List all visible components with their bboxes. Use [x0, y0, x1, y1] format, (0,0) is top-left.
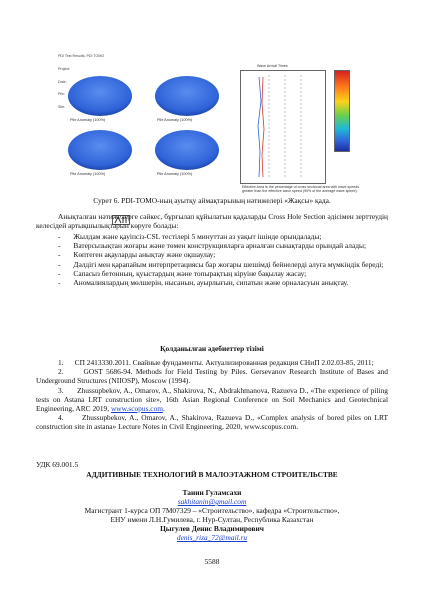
bullet-list	[36, 232, 388, 287]
reference-text: СП 2413330.2011. Свайные фундаменты. Актуализированная редакция СНиП 2.02.03-85, 2011;	[74, 358, 374, 367]
list-item-text: Жылдам және қауіпсіз-CSL тестілері 5 минуттан аз уақыт ішінде орындалады;	[73, 232, 322, 241]
plot-lines	[241, 71, 325, 183]
tomo-circle-2	[155, 76, 219, 116]
reference-text: Zhussupbekov, A., Omarov, A., Shakirova, N., Abdrakhmanova, Razueva D., «The experience of piling tests on Astana LRT construction site», 16th Asian Regional Conference on Soil Mechanics and Geotechnical Engineering, ARC 2019,	[36, 385, 388, 414]
reference-number: 3.	[58, 385, 64, 395]
author-name: Танин Гуламсахи	[182, 488, 242, 497]
reference-text: Zhussupbekov, A., Omarov, A., Shakirova, Razueva D., «Complex analysis of bored piles on LRT construction site in astana» Lecture Notes in Civil Engineering, 2020, www.scopus.com.	[36, 413, 388, 432]
affiliation-line: Магистрант 1-курса ОП 7М07329 – «Строительство», кафедра «Строительство»,	[84, 506, 340, 515]
figure-caption: Сурет 6. PDI-TOMO-ның ауытқу аймақтарының нәтижелері «Жақсы» қада.	[93, 196, 331, 205]
bullet-marker: -	[58, 268, 61, 278]
bullet-marker: -	[58, 278, 61, 288]
list-item	[36, 260, 388, 269]
tomo-circle-3	[68, 130, 132, 170]
circle-label: Pile Anomaly (100%)	[157, 172, 193, 176]
page-number: 5588	[204, 557, 220, 566]
bullet-marker: -	[58, 259, 61, 269]
list-item-text: Дәлдігі мен қарапайым интерпретациясы бар жоғары шешімді бейнелерді алуға мүмкіндік береді;	[73, 259, 384, 269]
affiliation-line: ЕНУ имени Л.Н.Гумилева, г. Нур-Султан, Республика Казахстан	[110, 515, 314, 524]
figure-header-line: Pile:	[58, 92, 65, 97]
list-item-text: Ватерсызықтан жоғары және төмен конструкцияларға арналған сынақтарды орындай алады;	[73, 241, 366, 251]
reference-number: 4.	[58, 413, 64, 423]
figure-header-line: PDI Test Results, PDI TOMO	[58, 54, 105, 59]
list-item-text: Аномалиялардың мөлшерін, нысанын, ауырлығын, сипатын және орналасуын анықтау.	[73, 278, 349, 288]
circle-label: Pile Anomaly (100%)	[70, 118, 106, 122]
body-paragraph: Анықталған нәтижелерге сәйкес, бұрғылап құйылатын қадаларды Cross Hole Section әдісімен зерттеудің келесідей артықшылықтарын көруге болады:	[36, 212, 388, 231]
udk-code: УДК 69.001.5	[36, 460, 79, 469]
bullet-marker: -	[58, 232, 61, 241]
reference-text: GOST 5686-94. Methods for Field Testing by Piles. Gersevanov Research Institute of Bases and Underground Structures (NIIOSP), Moscow (1994).	[36, 367, 388, 386]
wave-plot	[240, 64, 326, 184]
references-list	[36, 358, 388, 432]
author-name: Цыгулев Денис Владимирович	[160, 524, 264, 533]
list-item	[36, 232, 388, 241]
bullet-marker: -	[58, 241, 61, 251]
tomo-circle-1	[68, 76, 132, 116]
figure-small-caption: Effective Area is the percentage of cross sectional area with wave speeds greater than the effective wave speed (90% of the average wave speed).	[242, 185, 359, 194]
tomography-circles	[52, 40, 232, 190]
list-item-text: Көптеген ақауларды анықтау және оқшаулау;	[73, 250, 216, 260]
author-email	[36, 497, 388, 506]
author-email	[36, 533, 388, 542]
reference-item	[36, 413, 388, 431]
article-title: АДДИТИВНЫЕ ТЕХНОЛОГИЙ В МАЛОЭТАЖНОМ СТРОИТЕЛЬСТВЕ	[86, 470, 338, 479]
references-heading: Қолданылған әдебиеттер тізімі	[160, 344, 264, 353]
circle-label: Pile Anomaly (100%)	[157, 118, 193, 122]
reference-number: 1.	[58, 358, 64, 367]
reference-tail: .	[163, 404, 165, 414]
email-link[interactable]: sakhitanin@gmail.com	[177, 497, 247, 506]
plot-title: Wave Arrival Times	[257, 64, 288, 68]
email-link[interactable]: denis_riza_72@mail.ru	[176, 533, 248, 542]
colorbar	[334, 70, 350, 152]
circle-label: Pile Anomaly (100%)	[70, 172, 106, 176]
reference-number: 2.	[58, 367, 64, 377]
figure-header-line: Site:	[58, 104, 66, 109]
list-item	[36, 269, 388, 278]
list-item	[36, 278, 388, 287]
list-item	[36, 250, 388, 259]
list-item	[36, 241, 388, 250]
reference-item	[36, 358, 388, 367]
figure-header-line: Date:	[58, 79, 67, 84]
reference-item	[36, 386, 388, 414]
bullet-marker: -	[58, 250, 61, 260]
tomo-circle-4	[155, 130, 219, 170]
figure-header-line: Project:	[58, 67, 71, 72]
scopus-link[interactable]: www.scopus.com	[110, 404, 164, 414]
figure-pdi-tomo	[52, 40, 368, 194]
reference-item	[36, 367, 388, 385]
list-item-text: Сапасыз бетонның, қуыстардың және топырақтың кіруіне бақылау жасау;	[73, 268, 307, 278]
